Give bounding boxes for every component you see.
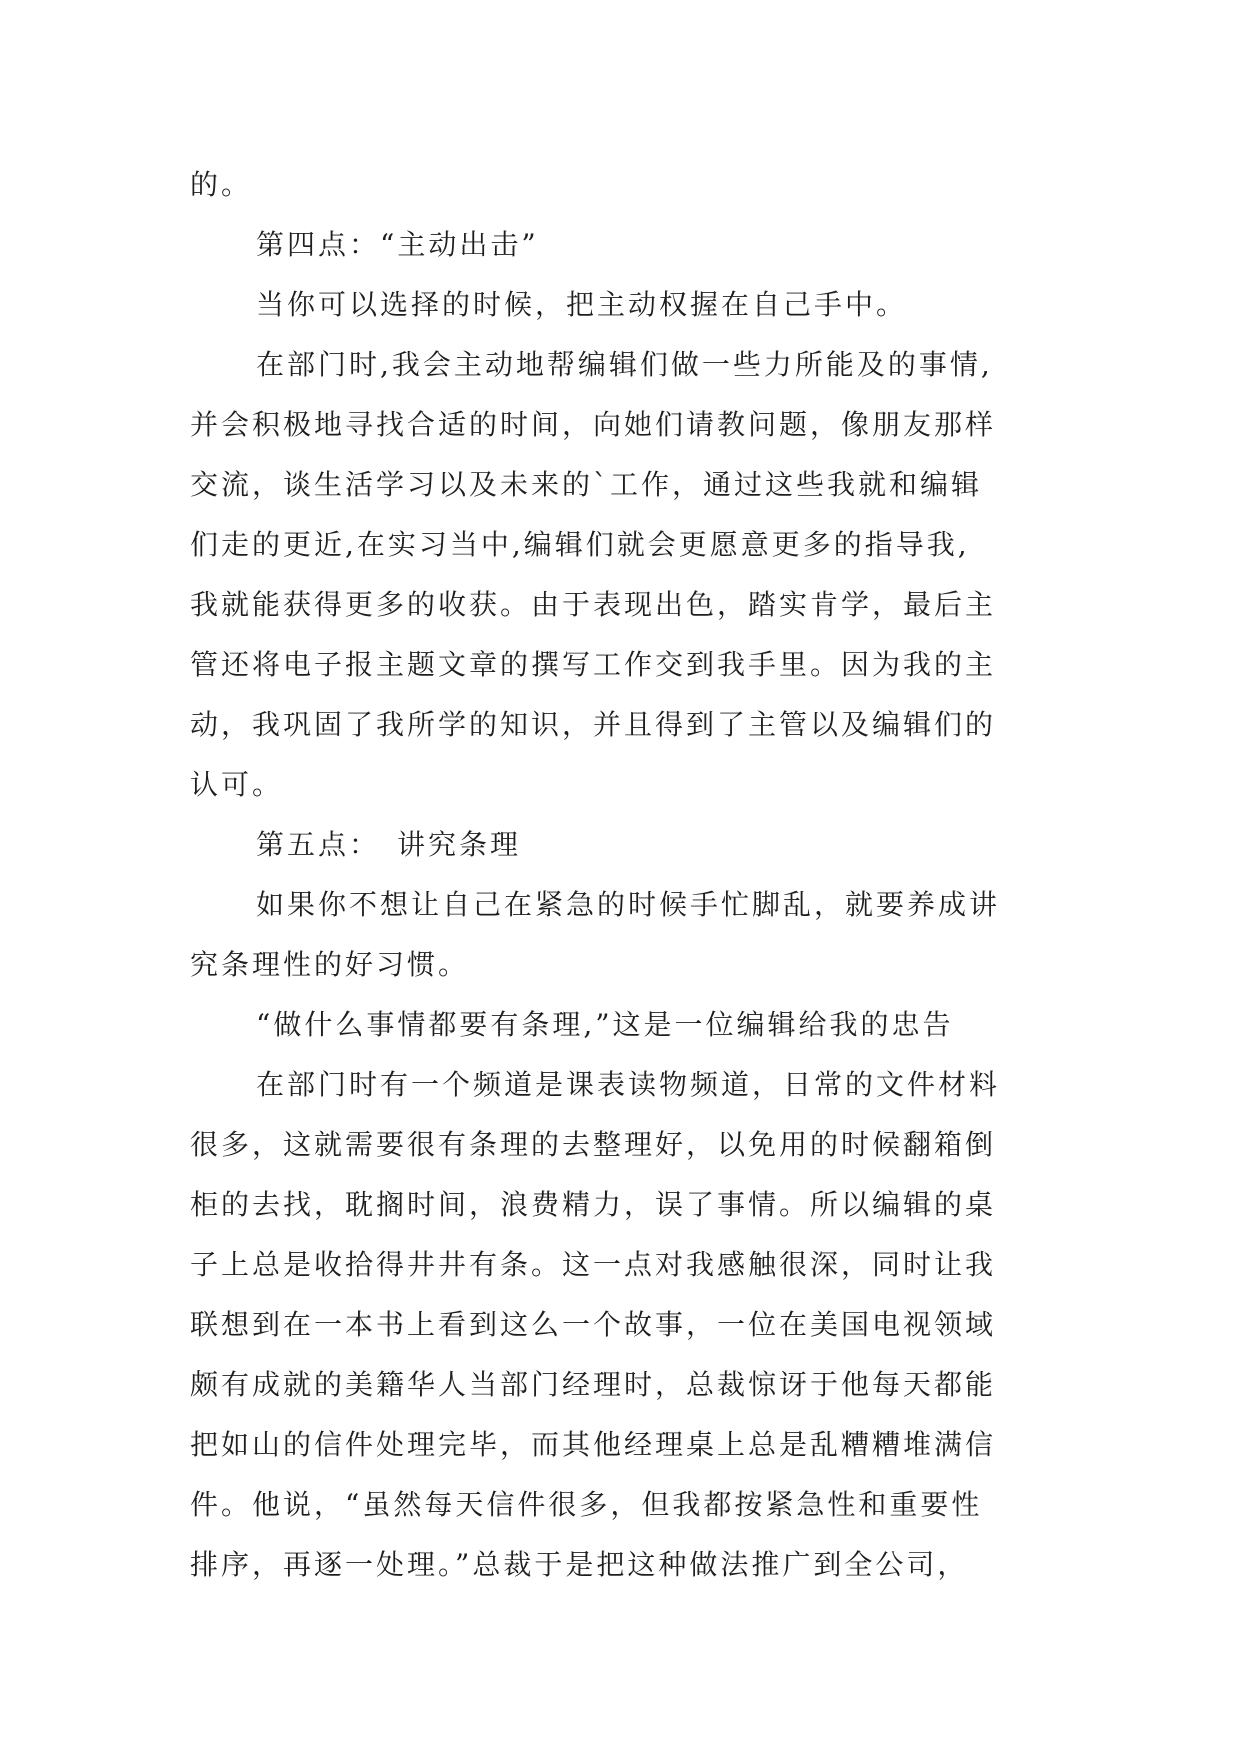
section-heading: 第四点：“主动出击” bbox=[256, 228, 539, 261]
text-line: “做什么事情都要有条理,”这是一位编辑给我的忠告 bbox=[256, 1008, 954, 1041]
text-line: 如果你不想让自己在紧急的时候手忙脚乱，就要养成讲 bbox=[256, 888, 1001, 921]
text-line: 排序，再逐一处理。”总裁于是把这种做法推广到全公司， bbox=[190, 1548, 969, 1581]
text-line: 并会积极地寻找合适的时间，向她们请教问题，像朋友那样 bbox=[190, 408, 997, 441]
text-line: 件。他说，“虽然每天信件很多，但我都按紧急性和重要性 bbox=[190, 1488, 983, 1521]
text-line: 的。 bbox=[190, 168, 253, 201]
text-line: 认可。 bbox=[190, 768, 284, 801]
text-line: 们走的更近,在实习当中,编辑们就会更愿意更多的指导我, bbox=[190, 528, 970, 561]
text-line: 交流，谈生活学习以及未来的`工作，通过这些我就和编辑 bbox=[190, 468, 983, 501]
text-line: 在部门时,我会主动地帮编辑们做一些力所能及的事情, bbox=[256, 348, 993, 381]
text-line: 当你可以选择的时候，把主动权握在自己手中。 bbox=[256, 288, 908, 321]
text-line: 联想到在一本书上看到这么一个故事，一位在美国电视领域 bbox=[190, 1308, 997, 1341]
text-line: 管还将电子报主题文章的撰写工作交到我手里。因为我的主 bbox=[190, 648, 997, 681]
text-line: 子上总是收拾得井井有条。这一点对我感触很深，同时让我 bbox=[190, 1248, 997, 1281]
section-heading: 第五点： 讲究条理 bbox=[256, 828, 522, 861]
text-line: 动，我巩固了我所学的知识，并且得到了主管以及编辑们的 bbox=[190, 708, 997, 741]
text-line: 究条理性的好习惯。 bbox=[190, 948, 470, 981]
text-line: 我就能获得更多的收获。由于表现出色，踏实肯学，最后主 bbox=[190, 588, 997, 621]
text-line: 在部门时有一个频道是课表读物频道，日常的文件材料 bbox=[256, 1068, 1001, 1101]
text-line: 很多，这就需要很有条理的去整理好，以免用的时候翻箱倒 bbox=[190, 1128, 997, 1161]
text-line: 柜的去找，耽搁时间，浪费精力，误了事情。所以编辑的桌 bbox=[190, 1188, 997, 1221]
text-line: 把如山的信件处理完毕，而其他经理桌上总是乱糟糟堆满信 bbox=[190, 1428, 997, 1461]
text-line: 颇有成就的美籍华人当部门经理时，总裁惊讶于他每天都能 bbox=[190, 1368, 997, 1401]
document-body bbox=[190, 155, 1060, 1595]
